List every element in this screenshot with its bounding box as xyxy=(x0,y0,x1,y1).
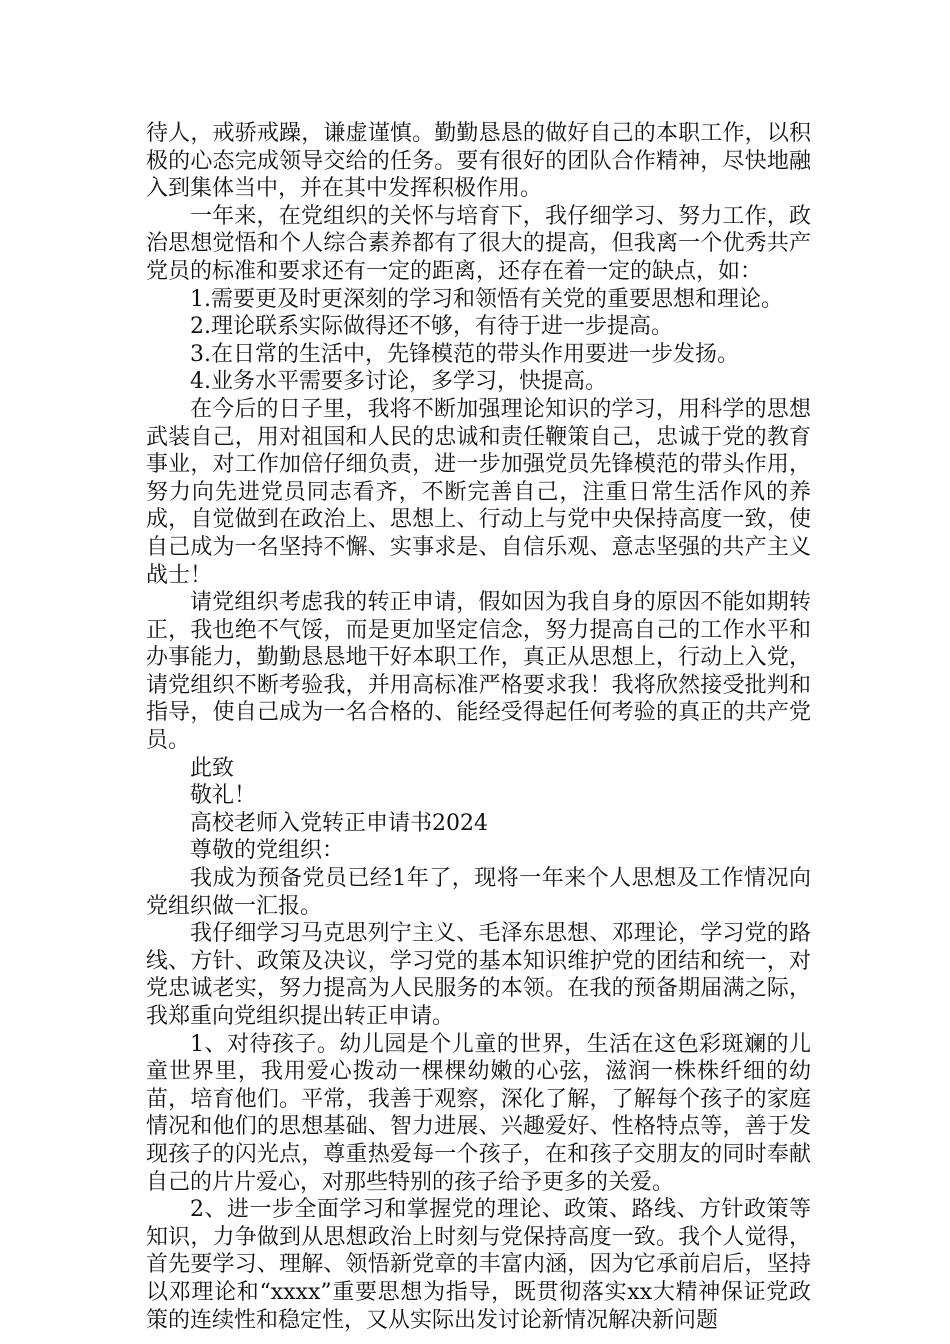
paragraph: 我成为预备党员已经1年了，现将一年来个人思想及工作情况向党组织做一汇报。 xyxy=(146,866,811,919)
paragraph: 待人，戒骄戒躁，谦虚谨慎。勤勤恳恳的做好自己的本职工作，以积极的心态完成领导交给的任务。要有很好的团队合作精神，尽快地融入到集体当中，并在其中发挥积极作用。 xyxy=(146,121,811,202)
salutation-line: 敬礼！ xyxy=(190,783,257,809)
list-item: 2.理论联系实际做得还不够，有待于进一步提高。 xyxy=(190,314,673,340)
section-title: 高校老师入党转正申请书2024 xyxy=(190,810,488,836)
closing-line: 此致 xyxy=(190,755,235,781)
list-item: 3.在日常的生活中，先锋模范的带头作用要进一步发扬。 xyxy=(190,341,739,367)
paragraph: 一年来，在党组织的关怀与培育下，我仔细学习、努力工作，政治思想觉悟和个人综合素养都有了很大的提高，但我离一个优秀共产党员的标准和要求还有一定的距离，还存在着一定的缺点，如： xyxy=(146,203,811,284)
list-item: 4.业务水平需要多讨论，多学习，快提高。 xyxy=(190,369,607,395)
list-item: 1.需要更及时更深刻的学习和领悟有关党的重要思想和理论。 xyxy=(190,286,783,312)
paragraph: 我仔细学习马克思列宁主义、毛泽东思想、邓理论，学习党的路线、方针、政策及决议，学习党的基本知识维护党的团结和统一，对党忠诚老实，努力提高为人民服务的本领。在我的预备期届满之际，我郑重向党组织提出转正申请。 xyxy=(146,921,811,1029)
document-page xyxy=(146,120,811,1334)
paragraph: 在今后的日子里，我将不断加强理论知识的学习，用科学的思想武装自己，用对祖国和人民的忠诚和责任鞭策自己，忠诚于党的教育事业，对工作加倍仔细负责，进一步加强党员先锋模范的带头作用，努力向先进党员同志看齐，不断完善自己，注重日常生活作风的养成，自觉做到在政治上、思想上、行动上与党中央保持高度一致，使自己成为一名坚持不懈、实事求是、自信乐观、意志坚强的共产主义战士！ xyxy=(146,396,811,588)
greeting-line: 尊敬的党组织： xyxy=(190,838,345,864)
paragraph: 请党组织考虑我的转正申请，假如因为我自身的原因不能如期转正，我也绝不气馁，而是更加坚定信念，努力提高自己的工作水平和办事能力，勤勤恳恳地干好本职工作，真正从思想上，行动上入党，请党组织不断考验我，并用高标准严格要求我！我将欣然接受批判和指导，使自己成为一名合格的、能经受得起任何考验的真正的共产党员。 xyxy=(146,590,811,754)
paragraph: 2、进一步全面学习和掌握党的理论、政策、路线、方针政策等知识，力争做到从思想政治上时刻与党保持高度一致。我个人觉得，首先要学习、理解、领悟新党章的丰富内涵，因为它承前启后，坚持以邓理论和“xxxx”重要思想为指导，既贯彻落实xx大精神保证党政策的连续性和稳定性，又从实际出发讨论新情况解决新问题 xyxy=(146,1197,811,1333)
paragraph: 1、对待孩子。幼儿园是个儿童的世界，生活在这色彩斑斓的儿童世界里，我用爱心拨动一棵棵幼嫩的心弦，滋润一株株纤细的幼苗，培育他们。平常，我善于观察，深化了解，了解每个孩子的家庭情况和他们的思想基础、智力进展、兴趣爱好、性格特点等，善于发现孩子的闪光点，尊重热爱每一个孩子，在和孩子交朋友的同时奉献自己的片片爱心，对那些特别的孩子给予更多的关爱。 xyxy=(146,1031,811,1195)
